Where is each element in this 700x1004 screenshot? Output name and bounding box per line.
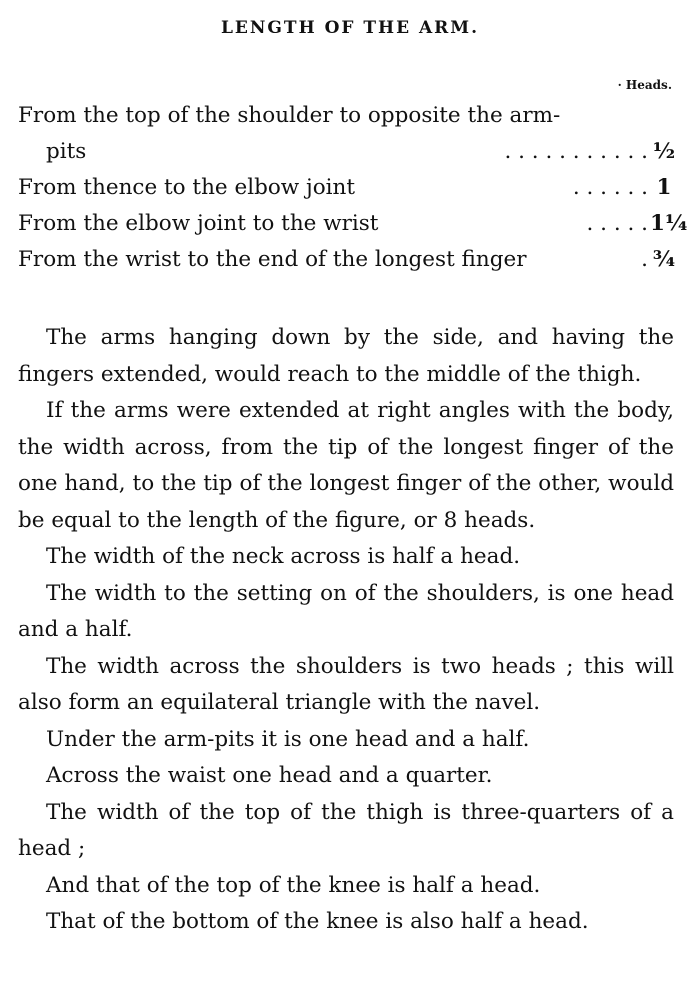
leader-dots: . . . . . . . . . . .: [504, 139, 648, 164]
paragraph: Under the arm-pits it is one head and a half.: [46, 726, 530, 752]
row-label: From thence to the elbow joint: [18, 175, 355, 200]
page-heading: LENGTH OF THE ARM.: [220, 18, 480, 38]
row-label: From the elbow joint to the wrist: [18, 211, 379, 236]
paragraph: The width of the top of the thigh is three-quarters of a head ;: [18, 799, 674, 861]
paragraph: Across the waist one head and a quarter.: [46, 763, 493, 788]
row-label-continued: pits: [46, 139, 87, 164]
row-value: ¾: [652, 247, 676, 272]
row-value: 1¼: [650, 211, 688, 236]
paragraph: If the arms were extended at right angles with the body, the width across, from the tip of the longest finger of the one hand, to the tip of the longest finger of the other, would be equal to the length of the figure, or 8 heads.: [18, 398, 674, 533]
table-row: [18, 170, 678, 206]
paragraph: The width of the neck across is half a head.: [46, 544, 521, 569]
table-row: [18, 134, 678, 170]
leader-dots: . . . . .: [586, 211, 648, 236]
arm-length-table: [18, 98, 688, 278]
paragraph: And that of the top of the knee is half a head.: [46, 872, 541, 898]
row-label: From the top of the shoulder to opposite the arm-: [18, 103, 561, 128]
row-value: ½: [652, 139, 676, 164]
paragraph: The arms hanging down by the side, and having the fingers extended, would reach to the middle of the thigh.: [18, 325, 674, 387]
leader-dots: .: [641, 247, 648, 272]
table-row: [18, 98, 678, 134]
body-text: [18, 320, 674, 941]
row-value: 1: [656, 175, 672, 200]
leader-dots: . . . . . .: [572, 175, 648, 200]
row-label: From the wrist to the end of the longest finger: [18, 247, 527, 272]
table-row: [18, 206, 688, 242]
paragraph: The width to the setting on of the shoulders, is one head and a half.: [18, 580, 674, 642]
table-row: [18, 242, 678, 278]
paragraph: The width across the shoulders is two heads ; this will also form an equilateral triangle with the navel.: [18, 653, 674, 715]
heads-column-header: · Heads.: [617, 78, 672, 92]
paragraph: That of the bottom of the knee is also half a head.: [46, 909, 589, 934]
